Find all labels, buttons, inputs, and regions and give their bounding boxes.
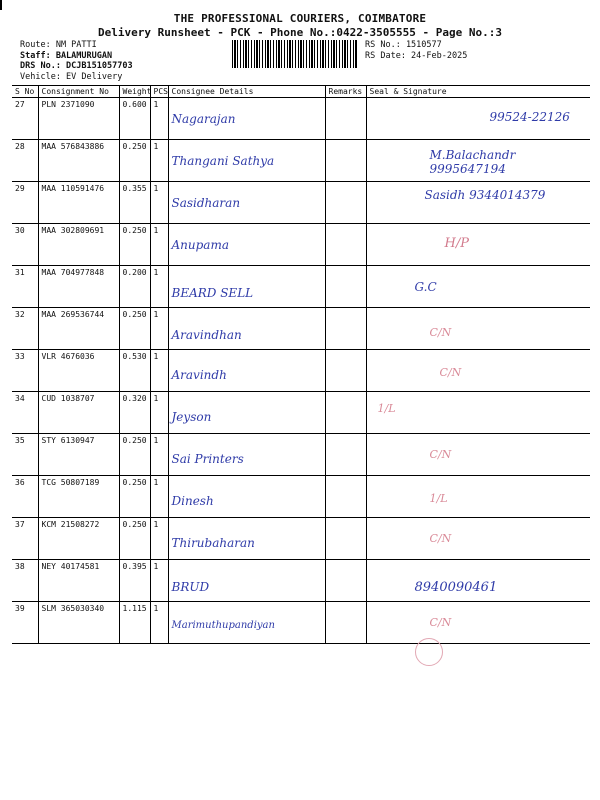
sno: 30 [12,224,38,266]
rs-date: RS Date: 24-Feb-2025 [365,50,468,61]
consignee-name: Aravindh [171,368,227,382]
pcs: 1 [150,560,168,602]
signature: 1/L [377,402,396,415]
table-row [12,392,590,434]
sno: 29 [12,182,38,224]
signature: G.C [414,280,437,294]
remarks [325,476,366,518]
sno: 31 [12,266,38,308]
pcs: 1 [150,308,168,350]
table-row [12,182,590,224]
pcs: 1 [150,224,168,266]
table-row [12,602,590,644]
signature: C/N [429,448,452,461]
col-consignee: Consignee Details [168,86,325,98]
consignee-name: Thirubaharan [171,536,255,550]
remarks [325,266,366,308]
table-row [12,434,590,476]
remarks [325,224,366,266]
table-row [12,476,590,518]
sno: 27 [12,98,38,140]
remarks [325,392,366,434]
table-row [12,140,590,182]
consignee-name: Dinesh [171,494,214,508]
signature: C/N [429,532,452,545]
remarks [325,140,366,182]
route-meta [20,40,133,82]
col-sno: S No [12,86,38,98]
consignee-name: Thangani Sathya [171,154,275,168]
sno: 32 [12,308,38,350]
sno: 35 [12,434,38,476]
consignee-name: Sai Printers [171,452,244,466]
sno: 39 [12,602,38,644]
consignment-no: MAA 269536744 [38,308,119,350]
signature: 1/L [429,492,448,505]
col-signature: Seal & Signature [366,86,590,98]
pcs: 1 [150,434,168,476]
remarks [325,182,366,224]
col-pcs: PCS [150,86,168,98]
vehicle: Vehicle: EV Delivery [20,71,123,82]
table-row [12,98,590,140]
faded-stamp [415,638,443,666]
weight: 0.250 [119,434,150,476]
table-row [12,308,590,350]
remarks [325,98,366,140]
weight: 0.250 [119,476,150,518]
sno: 33 [12,350,38,392]
consignment-no: MAA 110591476 [38,182,119,224]
table-row [12,518,590,560]
weight: 0.395 [119,560,150,602]
pcs: 1 [150,140,168,182]
table-row [12,266,590,308]
signature: Sasidh 9344014379 [424,188,546,202]
runsheet-table [12,85,590,644]
weight: 0.250 [119,224,150,266]
weight: 0.530 [119,350,150,392]
consignee-name: Sasidharan [171,196,241,210]
pcs: 1 [150,350,168,392]
consignment-no: SLM 365030340 [38,602,119,644]
pcs: 1 [150,392,168,434]
margin-mark [0,0,8,10]
signature: 99524-22126 [489,110,570,124]
table-row [12,560,590,602]
col-consignment: Consignment No [38,86,119,98]
remarks [325,434,366,476]
pcs: 1 [150,98,168,140]
remarks [325,518,366,560]
table-row [12,350,590,392]
weight: 0.250 [119,140,150,182]
table-header [12,86,590,98]
sno: 34 [12,392,38,434]
consignment-no: VLR 4676036 [38,350,119,392]
weight: 1.115 [119,602,150,644]
consignee-name: BEARD SELL [171,286,254,300]
remarks [325,602,366,644]
consignee-name: Anupama [171,238,229,252]
consignment-no: KCM 21508272 [38,518,119,560]
remarks [325,308,366,350]
staff: Staff: BALAMURUGAN [20,50,113,61]
signature: C/N [439,366,462,379]
weight: 0.355 [119,182,150,224]
pcs: 1 [150,266,168,308]
remarks [325,560,366,602]
consignment-no: MAA 704977848 [38,266,119,308]
signature: 8940090461 [414,580,498,595]
consignment-no: CUD 1038707 [38,392,119,434]
weight: 0.200 [119,266,150,308]
col-weight: Weight [119,86,150,98]
consignee-name: Jeyson [171,410,212,424]
weight: 0.600 [119,98,150,140]
remarks [325,350,366,392]
consignee-name: Marimuthupandiyan [171,620,275,631]
pcs: 1 [150,602,168,644]
drs-number: DRS No.: DCJB151057703 [20,61,133,71]
consignment-no: TCG 50807189 [38,476,119,518]
signature: M.Balachandr 9995647194 [429,148,516,176]
rs-number: RS No.: 1510577 [365,40,442,50]
col-remarks: Remarks [325,86,366,98]
sno: 37 [12,518,38,560]
weight: 0.250 [119,518,150,560]
signature: H/P [444,236,469,251]
consignment-no: NEY 40174581 [38,560,119,602]
signature: C/N [429,616,452,629]
barcode [232,40,358,68]
rs-meta [365,40,467,61]
consignee-name: Nagarajan [171,112,236,126]
route: Route: NM PATTI [20,40,97,50]
pcs: 1 [150,518,168,560]
pcs: 1 [150,182,168,224]
pcs: 1 [150,476,168,518]
runsheet-title: Delivery Runsheet - PCK - Phone No.:0422-3505555 - Page No.:3 [98,26,502,39]
consignment-no: PLN 2371090 [38,98,119,140]
consignment-no: MAA 302809691 [38,224,119,266]
weight: 0.320 [119,392,150,434]
sno: 36 [12,476,38,518]
consignee-name: BRUD [171,580,210,594]
company-title: THE PROFESSIONAL COURIERS, COIMBATORE [173,12,427,25]
consignee-name: Aravindhan [171,328,242,342]
sno: 28 [12,140,38,182]
table-row [12,224,590,266]
signature: C/N [429,326,452,339]
weight: 0.250 [119,308,150,350]
consignment-no: STY 6130947 [38,434,119,476]
sno: 38 [12,560,38,602]
consignment-no: MAA 576843886 [38,140,119,182]
